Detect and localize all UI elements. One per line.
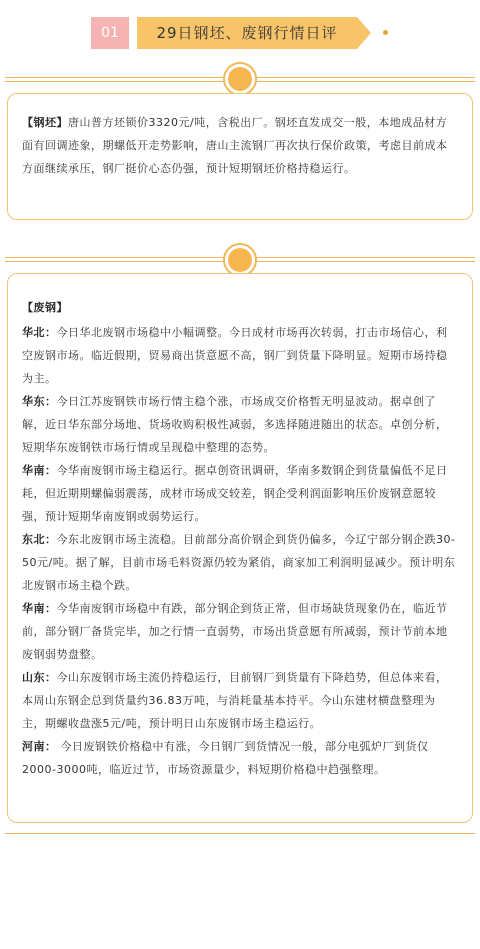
scrap-box bbox=[7, 273, 473, 823]
region-paragraph: 华南：今华南废钢市场稳中有跌，部分钢企到货正常，但市场缺货现象仍在，临近节前，部分钢厂备货完毕，加之行情一直弱势，市场出货意愿有所减弱，预计节前本地废钢弱势盘整。 bbox=[22, 602, 448, 661]
section-title: 29日钢坯、废钢行情日评 bbox=[137, 17, 357, 49]
region-paragraph: 华南：今华南废钢市场主稳运行。据卓创资讯调研，华南多数钢企到货量偏低不足日耗，但近期期螺偏弱震荡，成材市场成交较差，钢企受利润面影响压价废钢意愿较强，预计短期华南废钢或弱势运行。 bbox=[22, 464, 448, 523]
title-arrow-icon bbox=[357, 17, 371, 49]
divider-bottom bbox=[5, 833, 475, 839]
region-paragraph: 河南： 今日废钢铁价格稳中有涨，今日钢厂到货情况一般，部分电弧炉厂到货仅2000-3000吨，临近过节，市场资源量少，料短期价格稳中趋强整理。 bbox=[22, 740, 429, 776]
billet-paragraph bbox=[22, 111, 458, 180]
billet-box bbox=[7, 93, 473, 220]
section-number: 01 bbox=[91, 17, 129, 49]
region-paragraph: 山东：今山东废钢市场主流仍持稳运行，目前钢厂到货量有下降趋势，但总体来看，本周山东钢企总到货量约36.83万吨，与消耗量基本持平。今山东建材横盘整理为主，期螺收盘涨5元/吨，预计明日山东废钢市场主稳运行。 bbox=[22, 671, 448, 730]
region-paragraph: 东北：今东北废钢市场主流稳。目前部分高价钢企到货仍偏多，今辽宁部分钢企跌30-50元/吨。据了解，目前市场毛料资源仍较为紧俏，商家加工利润明显减少。预计明东北废钢市场主稳个跌。 bbox=[22, 533, 456, 592]
region-paragraph: 华东：今日江苏废钢铁市场行情主稳个涨，市场成交价格暂无明显波动。据卓创了解，近日华东部分场地、货场收购积极性减弱，多选择随进随出的状态。卓创分析，短期华东废钢铁市场行情或呈现稳中整理的态势。 bbox=[22, 395, 448, 454]
section-title-bar bbox=[91, 17, 391, 49]
region-paragraph: 华北：今日华北废钢市场稳中小幅调整。今日成材市场再次转弱，打击市场信心，利空废钢市场。临近假期，贸易商出货意愿不高，钢厂到货量下降明显。短期市场持稳为主。 bbox=[22, 326, 448, 385]
billet-label: 【钢坯】 bbox=[22, 116, 68, 129]
scrap-heading: 【废钢】 bbox=[22, 301, 68, 314]
fist-badge-icon bbox=[223, 243, 257, 277]
dot-icon bbox=[383, 30, 388, 35]
billet-text: 唐山普方坯锁价3320元/吨，含税出厂。钢坯直发成交一般，本地成品材方面有回调迹象，期螺低开走势影响，唐山主流钢厂再次执行保价政策，考虑目前成本方面继续承压，钢厂挺价心态仍强，预计短期钢坯价格持稳运行。 bbox=[22, 116, 448, 175]
fist-badge-icon bbox=[223, 62, 257, 96]
